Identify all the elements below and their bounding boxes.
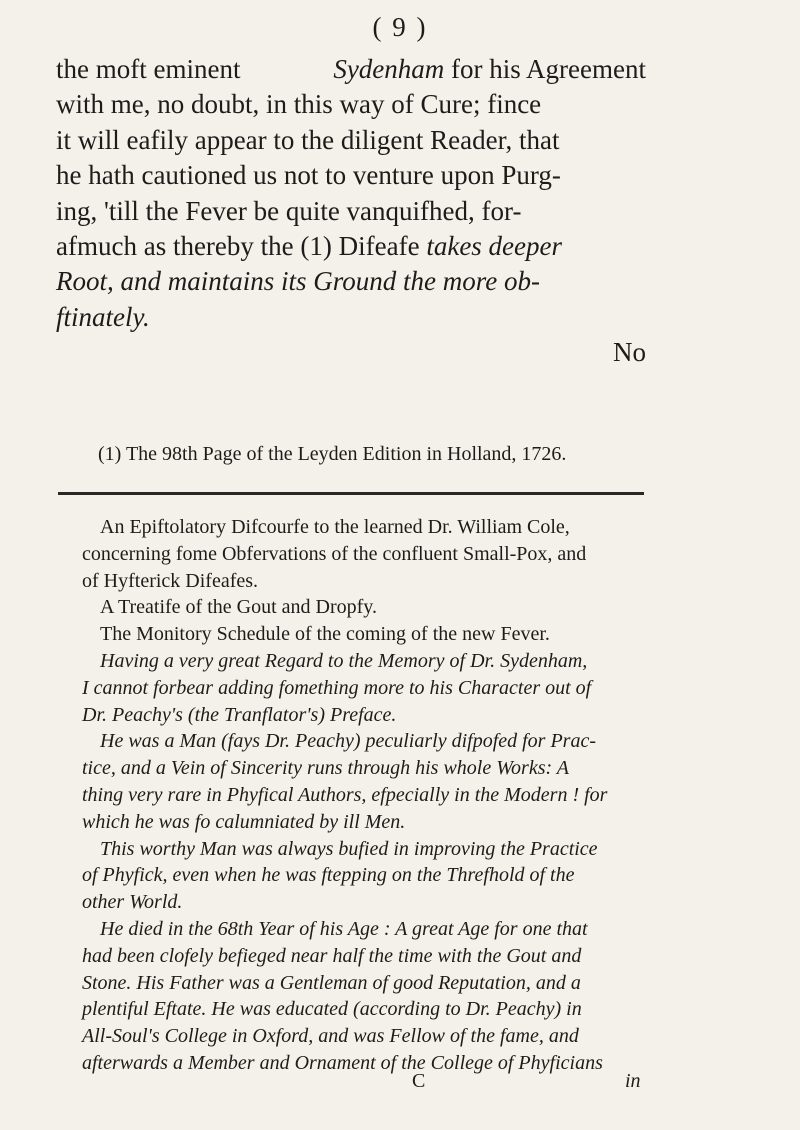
text-segment-italic: I cannot forbear adding fomething more to his Character out of bbox=[82, 676, 592, 699]
catchword-in: in bbox=[625, 1070, 641, 1092]
text-segment-italic: thing very rare in Phyfical Authors, efpecially in the Modern ! for bbox=[82, 783, 608, 806]
text-line bbox=[82, 702, 644, 729]
text-line bbox=[82, 916, 644, 943]
text-segment-italic: other World. bbox=[82, 891, 183, 914]
text-line bbox=[82, 728, 644, 755]
page-number: ( 9 ) bbox=[372, 12, 428, 42]
text-line bbox=[82, 809, 644, 836]
text-segment-italic: Having a very great Regard to the Memory of Dr. Sydenham, bbox=[100, 649, 588, 672]
text-line: A Treatife of the Gout and Dropfy. bbox=[100, 596, 377, 619]
text-line bbox=[82, 836, 644, 863]
text-line bbox=[82, 970, 644, 997]
text-line bbox=[56, 300, 646, 335]
catchword-no: No bbox=[613, 337, 646, 368]
text-segment-italic: afterwards a Member and Ornament of the College of Phyficians bbox=[82, 1051, 603, 1074]
text-segment-italic: This worthy Man was always bufied in improving the Practice bbox=[100, 837, 598, 860]
text-segment-italic: plentiful Eftate. He was educated (according to Dr. Peachy) in bbox=[82, 998, 582, 1021]
text-line bbox=[82, 996, 644, 1023]
text-line: it will eafily appear to the diligent Reader, that bbox=[56, 124, 560, 155]
text-segment-italic: Root, and maintains its Ground the more ob- bbox=[56, 266, 540, 297]
text-segment-italic: ftinately. bbox=[56, 301, 150, 332]
text-line bbox=[82, 648, 644, 675]
text-line bbox=[82, 889, 644, 916]
text-segment-italic: had been clofely befieged near half the time with the Gout and bbox=[82, 944, 582, 967]
text-line: concerning fome Obfervations of the confluent Small-Pox, and bbox=[82, 542, 587, 565]
text-segment: afmuch as thereby the (1) Difeafe bbox=[56, 230, 427, 261]
appendix-text bbox=[82, 514, 644, 1077]
text-line: An Epiftolatory Difcourfe to the learned Dr. William Cole, bbox=[100, 516, 570, 538]
text-line bbox=[82, 862, 644, 889]
text-segment: the moft eminent bbox=[56, 54, 248, 84]
text-line bbox=[82, 1023, 644, 1050]
text-line bbox=[56, 229, 646, 264]
signature-mark: C bbox=[412, 1070, 426, 1092]
footnote: (1) The 98th Page of the Leyden Edition in Holland, 1726. bbox=[98, 443, 567, 465]
text-line: of Hyfterick Difeafes. bbox=[82, 569, 259, 592]
text-segment-italic: which he was fo calumniated by ill Men. bbox=[82, 810, 406, 833]
text-line bbox=[82, 782, 644, 809]
text-segment: for his Agreement bbox=[444, 54, 646, 84]
text-line: with me, no doubt, in this way of Cure; fince bbox=[56, 89, 542, 120]
text-segment-italic: All-Soul's College in Oxford, and was Fellow of the fame, and bbox=[82, 1025, 579, 1048]
text-segment-italic: of Phyfick, even when he was ftepping on the Threfhold of the bbox=[82, 864, 575, 887]
main-text bbox=[56, 52, 646, 371]
text-line: The Monitory Schedule of the coming of the new Fever. bbox=[100, 623, 550, 646]
text-segment-italic: He was a Man (fays Dr. Peachy) peculiarly difpofed for Prac- bbox=[100, 730, 597, 753]
text-line bbox=[56, 52, 646, 87]
text-line bbox=[56, 264, 646, 299]
text-line bbox=[82, 1050, 644, 1077]
text-segment-italic: He died in the 68th Year of his Age : A great Age for one that bbox=[100, 917, 588, 940]
text-segment-italic: Sydenham bbox=[333, 54, 445, 84]
text-segment-italic: Dr. Peachy's (the Tranflator's) Preface. bbox=[82, 703, 397, 726]
text-segment-italic: Stone. His Father was a Gentleman of good Reputation, and a bbox=[82, 971, 581, 994]
divider-rule bbox=[58, 492, 644, 495]
text-line bbox=[82, 943, 644, 970]
text-segment-italic: tice, and a Vein of Sincerity runs through his whole Works: A bbox=[82, 757, 570, 780]
text-line: he hath cautioned us not to venture upon Purg- bbox=[56, 160, 561, 191]
text-line bbox=[82, 675, 644, 702]
text-segment-italic: takes deeper bbox=[426, 230, 563, 261]
text-line: ing, 'till the Fever be quite vanquifhed, for- bbox=[56, 195, 522, 226]
text-line bbox=[82, 755, 644, 782]
